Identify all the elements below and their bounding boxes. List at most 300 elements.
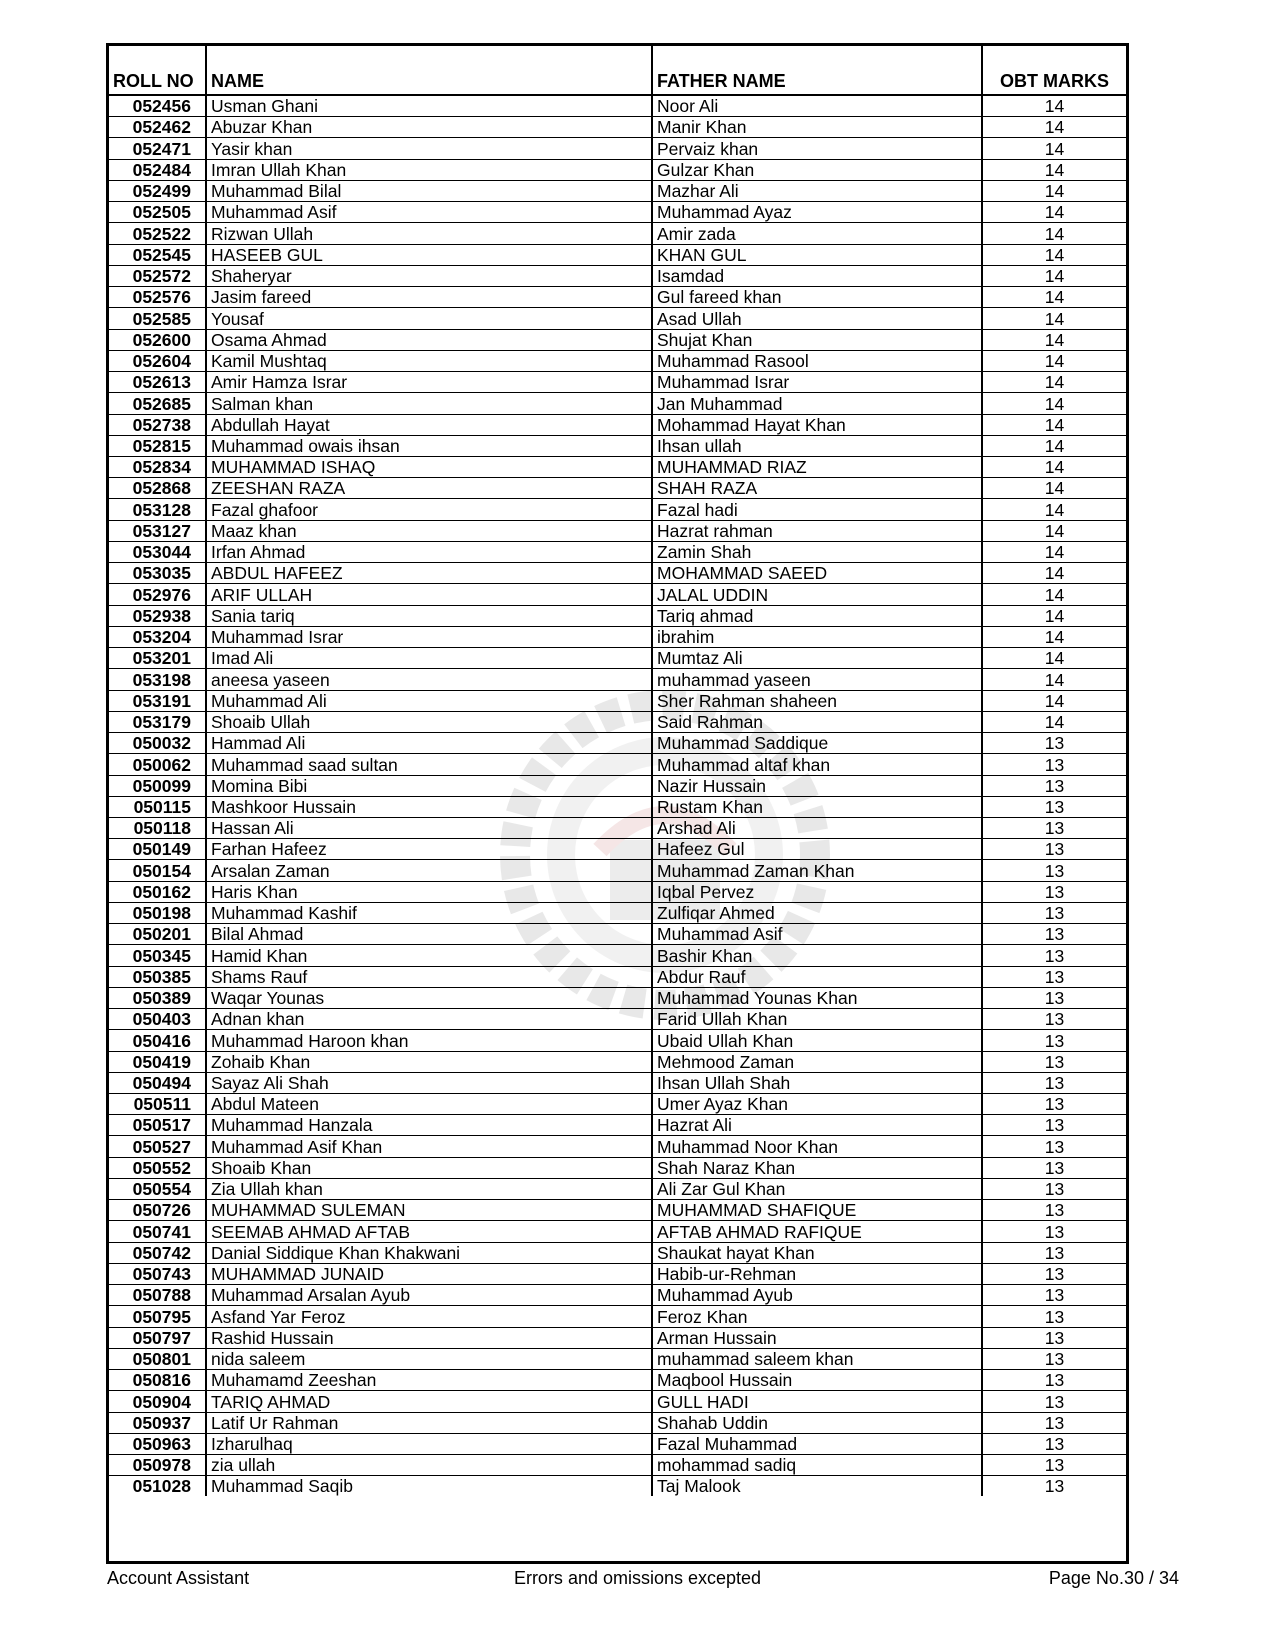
roll-no-cell: 052834	[109, 456, 206, 477]
roll-no-cell: 052576	[109, 287, 206, 308]
table-header-row	[109, 46, 1126, 95]
roll-no-cell: 053201	[109, 648, 206, 669]
header-name: NAME	[206, 46, 652, 95]
roll-no-cell: 050726	[109, 1200, 206, 1221]
obt-marks-cell: 13	[982, 1348, 1126, 1369]
obt-marks-cell: 14	[982, 626, 1126, 647]
name-cell: Sayaz Ali Shah	[206, 1072, 652, 1093]
name-cell: Zia Ullah khan	[206, 1178, 652, 1199]
obt-marks-cell: 13	[982, 775, 1126, 796]
obt-marks-cell: 14	[982, 435, 1126, 456]
name-cell: Muhammad Bilal	[206, 180, 652, 201]
obt-marks-cell: 13	[982, 945, 1126, 966]
roll-no-cell: 051028	[109, 1476, 206, 1497]
table-row	[109, 223, 1126, 244]
results-table	[109, 46, 1126, 1496]
obt-marks-cell: 13	[982, 1455, 1126, 1476]
table-row	[109, 711, 1126, 732]
table-row	[109, 287, 1126, 308]
father-name-cell: Bashir Khan	[652, 945, 982, 966]
father-name-cell: MUHAMMAD SHAFIQUE	[652, 1200, 982, 1221]
table-row	[109, 924, 1126, 945]
table-row	[109, 138, 1126, 159]
name-cell: TARIQ AHMAD	[206, 1391, 652, 1412]
table-row	[109, 733, 1126, 754]
table-row	[109, 499, 1126, 520]
obt-marks-cell: 14	[982, 350, 1126, 371]
roll-no-cell: 050201	[109, 924, 206, 945]
table-row	[109, 1051, 1126, 1072]
name-cell: Maaz khan	[206, 520, 652, 541]
obt-marks-cell: 13	[982, 1200, 1126, 1221]
name-cell: Kamil Mushtaq	[206, 350, 652, 371]
header-obt-marks: OBT MARKS	[982, 46, 1126, 95]
father-name-cell: Maqbool Hussain	[652, 1370, 982, 1391]
father-name-cell: Asad Ullah	[652, 308, 982, 329]
name-cell: Imran Ullah Khan	[206, 159, 652, 180]
obt-marks-cell: 13	[982, 966, 1126, 987]
father-name-cell: Manir Khan	[652, 117, 982, 138]
name-cell: Arsalan Zaman	[206, 860, 652, 881]
obt-marks-cell: 14	[982, 605, 1126, 626]
name-cell: Muhammad Hanzala	[206, 1115, 652, 1136]
father-name-cell: Shujat Khan	[652, 329, 982, 350]
table-row	[109, 839, 1126, 860]
father-name-cell: Shahab Uddin	[652, 1412, 982, 1433]
roll-no-cell: 053204	[109, 626, 206, 647]
obt-marks-cell: 14	[982, 690, 1126, 711]
obt-marks-cell: 14	[982, 329, 1126, 350]
roll-no-cell: 052738	[109, 414, 206, 435]
roll-no-cell: 052604	[109, 350, 206, 371]
name-cell: Asfand Yar Feroz	[206, 1306, 652, 1327]
obt-marks-cell: 13	[982, 1115, 1126, 1136]
father-name-cell: muhammad yaseen	[652, 669, 982, 690]
obt-marks-cell: 13	[982, 1136, 1126, 1157]
obt-marks-cell: 13	[982, 1306, 1126, 1327]
roll-no-cell: 050494	[109, 1072, 206, 1093]
roll-no-cell: 050511	[109, 1094, 206, 1115]
father-name-cell: Abdur Rauf	[652, 966, 982, 987]
obt-marks-cell: 14	[982, 499, 1126, 520]
name-cell: ABDUL HAFEEZ	[206, 563, 652, 584]
father-name-cell: Zulfiqar Ahmed	[652, 902, 982, 923]
father-name-cell: Sher Rahman shaheen	[652, 690, 982, 711]
father-name-cell: Rustam Khan	[652, 796, 982, 817]
table-row	[109, 95, 1126, 117]
table-row	[109, 1009, 1126, 1030]
obt-marks-cell: 13	[982, 860, 1126, 881]
father-name-cell: Gulzar Khan	[652, 159, 982, 180]
obt-marks-cell: 14	[982, 711, 1126, 732]
name-cell: Yousaf	[206, 308, 652, 329]
roll-no-cell: 053127	[109, 520, 206, 541]
obt-marks-cell: 14	[982, 159, 1126, 180]
obt-marks-cell: 13	[982, 924, 1126, 945]
table-row	[109, 1242, 1126, 1263]
roll-no-cell: 050162	[109, 881, 206, 902]
table-row	[109, 648, 1126, 669]
table-row	[109, 308, 1126, 329]
table-row	[109, 860, 1126, 881]
table-row	[109, 478, 1126, 499]
obt-marks-cell: 14	[982, 456, 1126, 477]
table-row	[109, 669, 1126, 690]
father-name-cell: GULL HADI	[652, 1391, 982, 1412]
father-name-cell: Mohammad Hayat Khan	[652, 414, 982, 435]
father-name-cell: Muhammad Ayaz	[652, 202, 982, 223]
name-cell: Osama Ahmad	[206, 329, 652, 350]
name-cell: Hassan Ali	[206, 817, 652, 838]
roll-no-cell: 050904	[109, 1391, 206, 1412]
obt-marks-cell: 13	[982, 1051, 1126, 1072]
father-name-cell: Ali Zar Gul Khan	[652, 1178, 982, 1199]
footer-disclaimer: Errors and omissions excepted	[513, 1568, 762, 1588]
father-name-cell: Said Rahman	[652, 711, 982, 732]
father-name-cell: Jan Muhammad	[652, 393, 982, 414]
father-name-cell: Zamin Shah	[652, 541, 982, 562]
father-name-cell: Ihsan Ullah Shah	[652, 1072, 982, 1093]
obt-marks-cell: 13	[982, 754, 1126, 775]
father-name-cell: Mumtaz Ali	[652, 648, 982, 669]
father-name-cell: Hafeez Gul	[652, 839, 982, 860]
obt-marks-cell: 14	[982, 414, 1126, 435]
roll-no-cell: 050937	[109, 1412, 206, 1433]
father-name-cell: Taj Malook	[652, 1476, 982, 1497]
table-row	[109, 945, 1126, 966]
roll-no-cell: 050419	[109, 1051, 206, 1072]
father-name-cell: MOHAMMAD SAEED	[652, 563, 982, 584]
roll-no-cell: 053191	[109, 690, 206, 711]
name-cell: Shaheryar	[206, 265, 652, 286]
name-cell: Fazal ghafoor	[206, 499, 652, 520]
roll-no-cell: 053044	[109, 541, 206, 562]
table-row	[109, 159, 1126, 180]
table-row	[109, 605, 1126, 626]
roll-no-cell: 050743	[109, 1263, 206, 1284]
father-name-cell: Ihsan ullah	[652, 435, 982, 456]
name-cell: nida saleem	[206, 1348, 652, 1369]
footer-page-number: Page No.30 / 34	[1048, 1568, 1179, 1588]
roll-no-cell: 050795	[109, 1306, 206, 1327]
obt-marks-cell: 13	[1044, 1476, 1065, 1497]
roll-no-cell: 050062	[109, 754, 206, 775]
table-row	[109, 987, 1126, 1008]
table-row	[109, 393, 1126, 414]
father-name-cell: Amir zada	[652, 223, 982, 244]
table-row	[109, 435, 1126, 456]
roll-no-cell: 050517	[109, 1115, 206, 1136]
table-row	[109, 881, 1126, 902]
name-cell: Abuzar Khan	[206, 117, 652, 138]
name-cell: Amir Hamza Israr	[206, 372, 652, 393]
father-name-cell: Hazrat Ali	[652, 1115, 982, 1136]
father-name-cell: Hazrat rahman	[652, 520, 982, 541]
roll-no-cell: 050385	[109, 966, 206, 987]
obt-marks-cell: 14	[982, 541, 1126, 562]
name-cell: Muhammad Arsalan Ayub	[206, 1285, 652, 1306]
obt-marks-cell: 14	[982, 244, 1126, 265]
obt-marks-cell: 13	[982, 1370, 1126, 1391]
table-row	[109, 1476, 1126, 1497]
roll-no-cell: 050099	[109, 775, 206, 796]
table-row	[109, 966, 1126, 987]
table-row	[109, 329, 1126, 350]
roll-no-cell: 052505	[109, 202, 206, 223]
name-cell: MUHAMMAD JUNAID	[206, 1263, 652, 1284]
name-cell: Muhammad Saqib	[206, 1476, 652, 1497]
father-name-cell: Arman Hussain	[652, 1327, 982, 1348]
father-name-cell: Fazal Muhammad	[652, 1433, 982, 1454]
name-cell: Muhamamd Zeeshan	[206, 1370, 652, 1391]
table-row	[109, 902, 1126, 923]
roll-no-cell: 052868	[109, 478, 206, 499]
name-cell: MUHAMMAD ISHAQ	[206, 456, 652, 477]
table-row	[109, 1200, 1126, 1221]
name-cell: Izharulhaq	[206, 1433, 652, 1454]
table-row	[109, 180, 1126, 201]
roll-no-cell: 050032	[109, 733, 206, 754]
table-row	[109, 563, 1126, 584]
roll-no-cell: 050554	[109, 1178, 206, 1199]
roll-no-cell: 050741	[109, 1221, 206, 1242]
father-name-cell: Nazir Hussain	[652, 775, 982, 796]
name-cell: Waqar Younas	[206, 987, 652, 1008]
table-row	[109, 1327, 1126, 1348]
table-row	[109, 1263, 1126, 1284]
roll-no-cell: 050742	[109, 1242, 206, 1263]
obt-marks-cell: 14	[982, 308, 1126, 329]
name-cell: HASEEB GUL	[206, 244, 652, 265]
roll-no-cell: 050797	[109, 1327, 206, 1348]
roll-no-cell: 050198	[109, 902, 206, 923]
header-roll-no: ROLL NO	[109, 46, 206, 95]
name-cell: Abdullah Hayat	[206, 414, 652, 435]
father-name-cell: Muhammad Asif	[652, 924, 982, 945]
roll-no-cell: 050403	[109, 1009, 206, 1030]
father-name-cell: Muhammad Israr	[652, 372, 982, 393]
roll-no-cell: 052938	[109, 605, 206, 626]
roll-no-cell: 050552	[109, 1157, 206, 1178]
roll-no-cell: 050154	[109, 860, 206, 881]
table-row	[109, 265, 1126, 286]
father-name-cell: Mehmood Zaman	[652, 1051, 982, 1072]
obt-marks-cell: 13	[982, 1263, 1126, 1284]
name-cell: Rizwan Ullah	[206, 223, 652, 244]
obt-marks-cell: 13	[982, 987, 1126, 1008]
obt-marks-cell: 14	[982, 520, 1126, 541]
name-cell: ZEESHAN RAZA	[206, 478, 652, 499]
roll-no-cell: 050788	[109, 1285, 206, 1306]
father-name-cell: Isamdad	[652, 265, 982, 286]
father-name-cell: KHAN GUL	[652, 244, 982, 265]
father-name-cell: Umer Ayaz Khan	[652, 1094, 982, 1115]
table-row	[109, 1391, 1126, 1412]
name-cell: Yasir khan	[206, 138, 652, 159]
roll-no-cell: 053198	[109, 669, 206, 690]
roll-no-cell: 050149	[109, 839, 206, 860]
father-name-cell: Shaukat hayat Khan	[652, 1242, 982, 1263]
father-name-cell: Muhammad Younas Khan	[652, 987, 982, 1008]
obt-marks-cell: 13	[982, 1178, 1126, 1199]
name-cell: Farhan Hafeez	[206, 839, 652, 860]
name-cell: Shams Rauf	[206, 966, 652, 987]
table-body	[109, 95, 1126, 1496]
roll-no-cell: 053179	[109, 711, 206, 732]
table-row	[109, 1285, 1126, 1306]
roll-no-cell: 052456	[109, 95, 206, 117]
name-cell: Muhammad Kashif	[206, 902, 652, 923]
table-row	[109, 1157, 1126, 1178]
obt-marks-cell: 14	[982, 478, 1126, 499]
obt-marks-cell: 13	[982, 1072, 1126, 1093]
father-name-cell: mohammad sadiq	[652, 1455, 982, 1476]
table-row	[109, 754, 1126, 775]
roll-no-cell: 050118	[109, 817, 206, 838]
obt-marks-cell: 13	[982, 1412, 1126, 1433]
obt-marks-cell: 14	[982, 95, 1126, 117]
name-cell: Shoaib Ullah	[206, 711, 652, 732]
table-row	[109, 1306, 1126, 1327]
obt-marks-cell: 13	[982, 1285, 1126, 1306]
roll-no-cell: 050115	[109, 796, 206, 817]
father-name-cell: Ubaid Ullah Khan	[652, 1030, 982, 1051]
obt-marks-cell: 13	[982, 839, 1126, 860]
father-name-cell: Pervaiz khan	[652, 138, 982, 159]
table-row	[109, 1370, 1126, 1391]
roll-no-cell: 053128	[109, 499, 206, 520]
obt-marks-cell: 13	[982, 1433, 1126, 1454]
roll-no-cell: 052976	[109, 584, 206, 605]
obt-marks-cell: 13	[982, 1009, 1126, 1030]
table-row	[109, 690, 1126, 711]
name-cell: Muhammad Asif	[206, 202, 652, 223]
name-cell: Momina Bibi	[206, 775, 652, 796]
table-row	[109, 1455, 1126, 1476]
obt-marks-cell: 14	[982, 648, 1126, 669]
table-row	[109, 1072, 1126, 1093]
father-name-cell: Muhammad altaf khan	[652, 754, 982, 775]
table-row	[109, 1348, 1126, 1369]
roll-no-cell: 050416	[109, 1030, 206, 1051]
table-row	[109, 1030, 1126, 1051]
table-row	[109, 520, 1126, 541]
table-row	[109, 456, 1126, 477]
obt-marks-cell: 14	[982, 393, 1126, 414]
obt-marks-cell: 14	[982, 202, 1126, 223]
obt-marks-cell: 13	[982, 1391, 1126, 1412]
table-row	[109, 817, 1126, 838]
obt-marks-cell: 13	[982, 1327, 1126, 1348]
father-name-cell: Fazal hadi	[652, 499, 982, 520]
name-cell: Irfan Ahmad	[206, 541, 652, 562]
name-cell: Imad Ali	[206, 648, 652, 669]
father-name-cell: Muhammad Rasool	[652, 350, 982, 371]
name-cell: Shoaib Khan	[206, 1157, 652, 1178]
name-cell: Haris Khan	[206, 881, 652, 902]
roll-no-cell: 052815	[109, 435, 206, 456]
name-cell: ARIF ULLAH	[206, 584, 652, 605]
obt-marks-cell: 13	[982, 1157, 1126, 1178]
father-name-cell: ibrahim	[652, 626, 982, 647]
roll-no-cell: 050527	[109, 1136, 206, 1157]
table-row	[109, 1094, 1126, 1115]
obt-marks-cell: 13	[982, 902, 1126, 923]
table-row	[109, 117, 1126, 138]
father-name-cell: SHAH RAZA	[652, 478, 982, 499]
roll-no-cell: 053035	[109, 563, 206, 584]
roll-no-cell: 050389	[109, 987, 206, 1008]
table-row	[109, 202, 1126, 223]
father-name-cell: Noor Ali	[652, 95, 982, 117]
father-name-cell: Muhammad Ayub	[652, 1285, 982, 1306]
name-cell: Usman Ghani	[206, 95, 652, 117]
table-row	[109, 1412, 1126, 1433]
roll-no-cell: 052613	[109, 372, 206, 393]
roll-no-cell: 050978	[109, 1455, 206, 1476]
obt-marks-cell: 14	[982, 180, 1126, 201]
roll-no-cell: 052522	[109, 223, 206, 244]
name-cell: Bilal Ahmad	[206, 924, 652, 945]
father-name-cell: JALAL UDDIN	[652, 584, 982, 605]
roll-no-cell: 052572	[109, 265, 206, 286]
roll-no-cell: 052484	[109, 159, 206, 180]
name-cell: Muhammad Israr	[206, 626, 652, 647]
obt-marks-cell: 13	[982, 1242, 1126, 1263]
table-row	[109, 541, 1126, 562]
roll-no-cell: 052685	[109, 393, 206, 414]
table-row	[109, 626, 1126, 647]
father-name-cell: Muhammad Noor Khan	[652, 1136, 982, 1157]
name-cell: MUHAMMAD SULEMAN	[206, 1200, 652, 1221]
name-cell: Zohaib Khan	[206, 1051, 652, 1072]
obt-marks-cell: 14	[982, 372, 1126, 393]
roll-no-cell: 052600	[109, 329, 206, 350]
obt-marks-cell: 13	[982, 733, 1126, 754]
father-name-cell: AFTAB AHMAD RAFIQUE	[652, 1221, 982, 1242]
name-cell: Danial Siddique Khan Khakwani	[206, 1242, 652, 1263]
name-cell: zia ullah	[206, 1455, 652, 1476]
father-name-cell: Feroz Khan	[652, 1306, 982, 1327]
obt-marks-cell: 14	[982, 584, 1126, 605]
header-father-name: FATHER NAME	[652, 46, 982, 95]
father-name-cell: Tariq ahmad	[652, 605, 982, 626]
roll-no-cell: 050963	[109, 1433, 206, 1454]
table-row	[109, 1178, 1126, 1199]
obt-marks-cell: 14	[982, 563, 1126, 584]
name-cell: Muhammad owais ihsan	[206, 435, 652, 456]
table-row	[109, 372, 1126, 393]
father-name-cell: Habib-ur-Rehman	[652, 1263, 982, 1284]
name-cell: Hammad Ali	[206, 733, 652, 754]
obt-marks-cell: 13	[982, 817, 1126, 838]
name-cell: Rashid Hussain	[206, 1327, 652, 1348]
father-name-cell: muhammad saleem khan	[652, 1348, 982, 1369]
table-row	[109, 244, 1126, 265]
father-name-cell: Shah Naraz Khan	[652, 1157, 982, 1178]
table-row	[109, 350, 1126, 371]
obt-marks-cell: 14	[982, 117, 1126, 138]
table-row	[109, 414, 1126, 435]
table-row	[109, 1115, 1126, 1136]
roll-no-cell: 052545	[109, 244, 206, 265]
father-name-cell: MUHAMMAD RIAZ	[652, 456, 982, 477]
roll-no-cell: 052462	[109, 117, 206, 138]
name-cell: Muhammad Haroon khan	[206, 1030, 652, 1051]
name-cell: aneesa yaseen	[206, 669, 652, 690]
obt-marks-cell: 14	[982, 287, 1126, 308]
roll-no-cell: 052471	[109, 138, 206, 159]
